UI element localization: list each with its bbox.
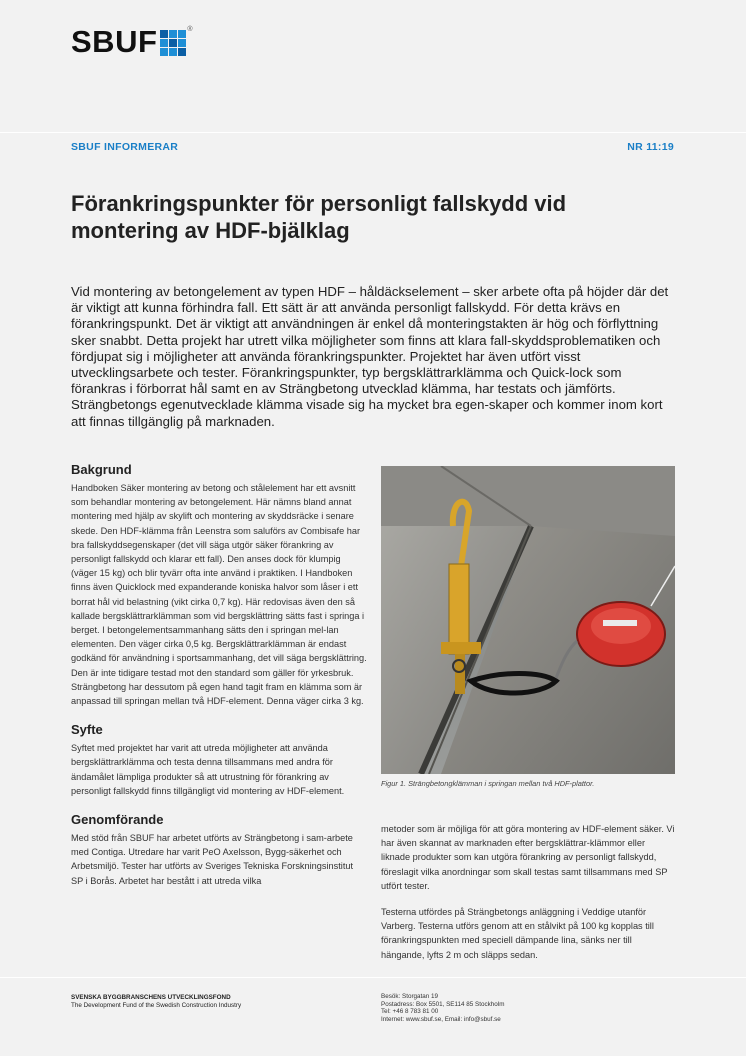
- series-label: SBUF INFORMERAR: [71, 141, 179, 153]
- section-genomforande: [71, 812, 367, 888]
- registered-mark: ®: [187, 26, 193, 33]
- footer-org-english: The Development Fund of the Swedish Construction Industry: [71, 1002, 242, 1009]
- bottom-divider: [0, 977, 746, 978]
- section-bakgrund: [71, 462, 367, 708]
- top-divider: [0, 132, 746, 133]
- heading-syfte: Syfte: [71, 722, 103, 738]
- footer-postal: Postadress: Box 5501, SE114 85 Stockholm: [381, 1000, 505, 1008]
- footer-org: [71, 994, 241, 1010]
- footer-org-name: SVENSKA BYGGBRANSCHENS UTVECKLINGSFOND: [71, 994, 231, 1001]
- heading-genomforande: Genomförande: [71, 812, 164, 828]
- footer-visit: Besök: Storgatan 19: [381, 993, 439, 1000]
- footer-tel: Tel: +46 8 783 81 00: [381, 1008, 439, 1016]
- page-title: Förankringspunkter för personligt fallskydd vid montering av HDF-bjälklag: [71, 191, 567, 243]
- section-syfte: [71, 722, 367, 798]
- footer-contact: [381, 993, 504, 1023]
- heading-bakgrund: Bakgrund: [71, 462, 132, 477]
- logo-text: SBUF: [71, 24, 158, 59]
- text-syfte: Syftet med projektet har varit att utreda möjligheter att använda bergsklättrarklämma och testa denna tillsammans med andra för ändamålet lämpliga produkter så att utrustning för förankring av personligt fallskydd finns tillgängligt vid montering av HDF-element.: [71, 743, 345, 796]
- text-right-2: Testerna utfördes på Strängbetongs anläggning i Veddige utanför Varberg. Testerna utförs genom att en stålvikt på 100 kg kopplas till förankringspunkten med speciell dämpande lina, sänks ner till hängande, lyfts 2 m och släpps sedan.: [381, 907, 654, 960]
- left-column: [71, 462, 367, 902]
- text-genomforande: Med stöd från SBUF har arbetet utförts av Strängbetong i sam-arbete med Contiga. Utredare har varit PeO Axelsson, Bygg-säkerhet och Arbetsmiljö. Tester har utförts av Sveriges Tekniska Forskningsinstitut SP i Borås. Arbetet har bestått i att utreda vilka: [71, 833, 354, 886]
- lead-paragraph: Vid montering av betongelement av typen HDF – håldäckselement – sker arbete ofta på höjder där det är viktigt att kunna förhindra fall. Ett sätt är att använda personligt fallskydd. För detta krävs en förankringspunkt. Det är viktigt att användningen är enkel då monteringstakten är hög och förflyttning sker snabbt. Detta projekt har utrett vilka möjligheter som finns att klara fall-skyddsproblematiken och fördjupat sig i möjligheter att använda förankringspunkter. Projektet har även utfört visst utvecklingsarbete och tester. Förankringspunkter, typ bergsklättrarklämma och Quick-lock som förankras i förborrat hål samt en av Strängbetong utvecklad klämma, har testats och jämförts. Strängbetongs egenutvecklade klämma visade sig ha mycket bra egen-skaper och kommer inom kort att finnas tillgänglig på marknaden.: [71, 284, 669, 429]
- figure-photo: [381, 466, 675, 774]
- right-column: [381, 822, 675, 962]
- sbuf-logo: [71, 26, 193, 57]
- text-right-1: metoder som är möjliga för att göra montering av HDF-element säker. Vi har även skannat av marknaden efter bergsklättrar-klämmor eller liknade produkter som kan utgöra förankring av personligt fallskydd, föreslagit vilka anordningar som skall testas samt tillsammans med SP utfört tester.: [381, 824, 675, 891]
- issue-number: NR 11:19: [627, 141, 674, 153]
- logo-grid-icon: [160, 30, 186, 56]
- footer-internet: Internet: www.sbuf.se, Email: info@sbuf.se: [381, 1015, 501, 1023]
- info-bar: [71, 141, 674, 153]
- text-bakgrund: Handboken Säker montering av betong och stålelement har ett avsnitt som behandlar montering av betongelement. Här nämns bland annat montering med hjälp av skylift och montering av skyddsräcke i senare skede. Den HDF-klämma från Leenstra som saluförs av Combisafe har bra fallskyddsegenskaper (det vill säga utgör säker förankring av personligt fallskydd och klarar ett fall). Den anses dock för klumpig (väger 15 kg) och blir tyvärr ofta inte använd i praktiken. I Handboken finns även Quicklock med expanderande koniska halvor som låser i ett borrat hål vid belastning (vikt cirka 0,7 kg). Här redovisas även den så kallade bergsklättrarklämman som vid bergsklättring sätts fast i springa i berget. I betongelementsammanhang sätts den i springan mel-lan elementen. Den väger cirka 0,5 kg. Bergsklättrarklämman är endast godkänd för användning i sportsammanhang, det vill säga bergsklättring. Den är inte tidigare testad mot den standard som gäller för yrkesbruk. Strängbetong har dessutom på egen hand tagit fram en klämma som är anpassad till springan mellan två HDF-element. Denna väger cirka 3 kg.: [71, 483, 367, 707]
- figure-caption: Figur 1. Strängbetongklämman i springan mellan två HDF-plattor.: [381, 779, 595, 788]
